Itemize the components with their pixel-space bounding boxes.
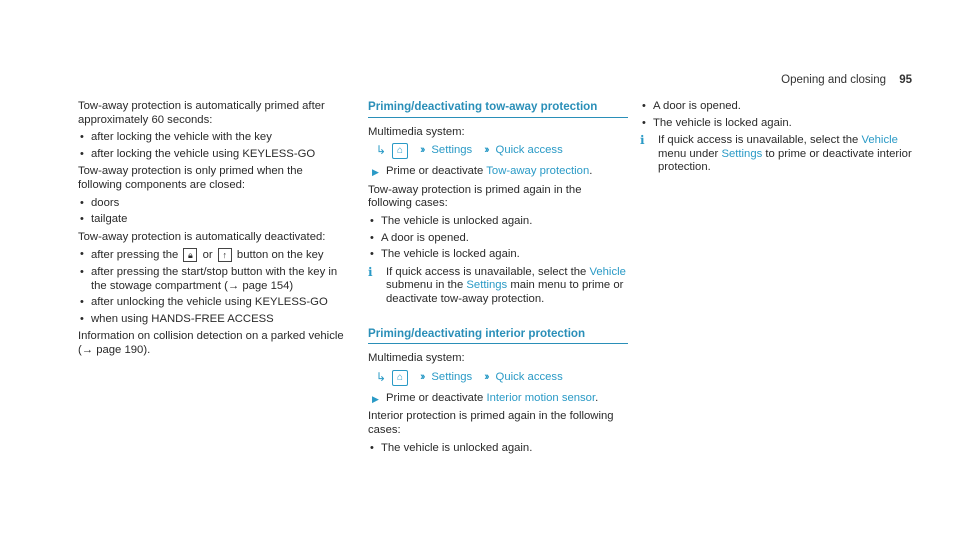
list-item: • A door is opened. <box>368 232 628 246</box>
list-item: • when using HANDS-FREE ACCESS <box>78 313 348 327</box>
bullet-list <box>78 197 348 227</box>
bullet-list <box>78 131 348 161</box>
page-number: 95 <box>899 74 912 86</box>
home-icon: ⌂ <box>392 143 408 159</box>
list-item: • doors <box>78 197 348 211</box>
vehicle-link: Vehicle <box>861 134 898 147</box>
list-item: • The vehicle is locked again. <box>640 117 920 131</box>
section-title: Opening and closing <box>781 74 886 86</box>
settings-link: Settings <box>466 279 508 292</box>
instruction-step: ▶ Prime or deactivate Interior motion sensor. <box>368 392 628 406</box>
section-heading: Priming/deactivating interior protection <box>368 327 628 345</box>
paragraph: Tow-away protection is primed again in the following cases: <box>368 183 582 210</box>
column-1 <box>78 100 348 361</box>
list-item: • tailgate <box>78 213 348 227</box>
settings-link: Settings <box>431 144 473 157</box>
paragraph: Tow-away protection is only primed when the following components are closed: <box>78 165 303 191</box>
settings-link: Settings <box>721 147 763 160</box>
column-2 <box>368 100 628 459</box>
double-chevron-icon: ›› <box>484 144 488 157</box>
paragraph: Interior protection is primed again in the following cases: <box>368 410 614 436</box>
tailgate-key-icon: ↑ <box>218 248 232 262</box>
list-item: • after unlocking the vehicle using KEYLESS-GO <box>78 296 348 310</box>
list-item: • after locking the vehicle with the key <box>78 131 348 145</box>
bullet-list <box>640 100 920 130</box>
paragraph: Tow-away protection is automatically primed after approximately 60 seconds: <box>78 100 325 126</box>
interior-motion-sensor-link: Interior motion sensor <box>486 391 596 404</box>
bullet-list <box>368 215 628 262</box>
vehicle-link: Vehicle <box>589 265 626 278</box>
info-note: ℹ If quick access is unavailable, select the Vehicle menu under Settings to prime or deactivate interior protection. <box>640 133 912 174</box>
paragraph: Information on collision detection on a parked vehicle (→ page 190). <box>78 330 344 356</box>
bullet-list <box>78 248 348 326</box>
section-heading: Priming/deactivating tow-away protection <box>368 100 628 118</box>
info-icon: ℹ <box>368 264 373 279</box>
list-item: • after pressing the start/stop button with the key in the stowage compartment (→ page 154) <box>78 266 348 293</box>
page-header <box>781 74 912 86</box>
lock-key-icon: 🔒︎ <box>183 248 197 262</box>
list-item: • The vehicle is unlocked again. <box>368 442 628 456</box>
quick-access-link: Quick access <box>495 370 563 383</box>
settings-link: Settings <box>431 370 473 383</box>
instruction-step: ▶ Prime or deactivate Tow-away protection. <box>368 165 628 179</box>
tow-away-protection-link: Tow-away protection <box>486 165 590 178</box>
info-icon: ℹ <box>640 133 645 148</box>
list-item: • A door is opened. <box>640 100 920 114</box>
paragraph: Tow-away protection is automatically deactivated: <box>78 230 326 243</box>
menu-path <box>368 370 628 386</box>
return-arrow-icon: ↳ <box>376 143 387 158</box>
list-item: • after locking the vehicle using KEYLESS-GO <box>78 148 348 162</box>
column-3 <box>640 100 920 181</box>
paragraph: Multimedia system: <box>368 352 465 365</box>
menu-path <box>368 143 628 159</box>
double-chevron-icon: ›› <box>420 370 424 383</box>
double-chevron-icon: ›› <box>484 370 488 383</box>
paragraph: Multimedia system: <box>368 125 465 138</box>
home-icon: ⌂ <box>392 370 408 386</box>
return-arrow-icon: ↳ <box>376 369 387 384</box>
play-triangle-icon: ▶ <box>372 167 379 178</box>
list-item: • The vehicle is locked again. <box>368 248 628 262</box>
list-item: • after pressing the 🔒︎ or ↑ button on the key <box>78 248 348 263</box>
quick-access-link: Quick access <box>495 144 563 157</box>
double-chevron-icon: ›› <box>420 144 424 157</box>
play-triangle-icon: ▶ <box>372 393 379 404</box>
info-note: ℹ If quick access is unavailable, select the Vehicle submenu in the Settings main menu to prime or deactivate tow-away protection. <box>368 264 626 305</box>
bullet-list <box>368 442 628 456</box>
list-item: • The vehicle is unlocked again. <box>368 215 628 229</box>
